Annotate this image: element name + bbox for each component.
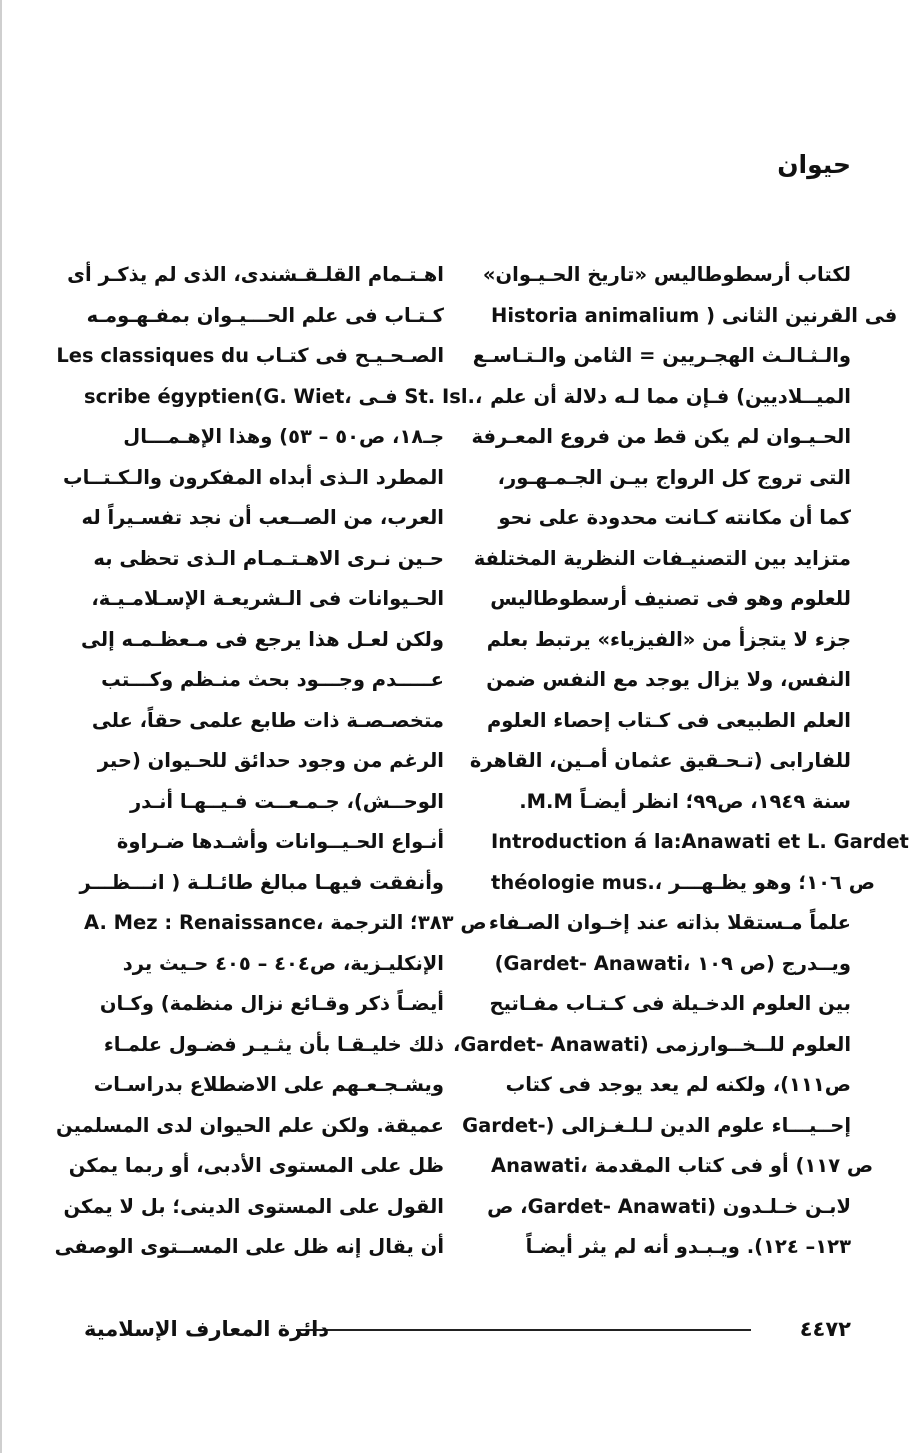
text-line: لكتاب أرسطوطاليس «تاريخ الحـيـوان» [482, 263, 851, 286]
text-line: العلم الطبيعى فى كـتاب إحصاء العلوم [487, 708, 851, 732]
text-line: scribe égyptien(G. Wiet، فـى St. Isl.، [84, 384, 483, 408]
text-line: جـ١٨، ص٥٠ – ٥٣) وهذا الإهـمـــال [123, 425, 444, 448]
page-edge-line [0, 0, 2, 1453]
text-line: ولكن لعـل هذا يرجع فى مـعظـمـه إلى [81, 627, 444, 651]
text-line: للفارابى (تـحـقيق عثمان أمـين، القاهرة [469, 749, 851, 772]
text-line: كما أن مكانته كـانت محدودة على نحو [498, 506, 851, 529]
text-line: أيضـاً ذكر وقـائع نزال منظمة) وكـان [99, 992, 444, 1015]
text-line: الحـيـوان لم يكن قط من فروع المعـرفة [471, 425, 851, 448]
text-line: الوحــش)، جـمـعــت فـيــهـا أنـدر [129, 789, 444, 813]
text-line: الحـيوانات فى الـشريعـة الإسـلامـيـة، [91, 587, 444, 610]
text-line: ص١١١)، ولكنه لم يعد يوجد فى كتاب [505, 1073, 851, 1096]
text-line: أنـواع الحـيــوانات وأشـدها ضـراوة [116, 830, 444, 853]
text-line: القول على المستوى الدينى؛ بل لا يمكن [63, 1194, 444, 1218]
text-line: العلوم للــخــوارزمى (Gardet- Anawati، [452, 1032, 851, 1056]
text-line: كـتـاب فى علم الحـــيـوان بمفـهـومـه [86, 303, 444, 327]
text-line: ذلك خليـقـا بأن يثـيـر فضـول علمـاء [103, 1032, 444, 1056]
text-line: المطرد الـذى أبداه المفكرون والـكـتــاب [63, 465, 444, 489]
running-head: حيوان [777, 150, 851, 179]
footer-rule [296, 1329, 751, 1331]
text-line: بين العلوم الدخـيلة فى كـتـاب مفـاتيح [489, 992, 851, 1015]
text-line: حـين نـرى الاهـتـمـام الـذى تحظى به [93, 546, 444, 570]
text-line: عميقة. ولكن علم الحيوان لدى المسلمين [56, 1113, 444, 1137]
text-line: A. Mez : Renaissance، ص ٣٨٣؛ الترجمة [84, 911, 487, 934]
text-line: متخصـصـة ذات طابع علمى حقاً، على [91, 708, 444, 732]
text-line: وأنفقت فيهـا مبالغ طائـلـة ( انـــظـــر [79, 870, 444, 894]
text-line: النفس، ولا يزال يوجد مع النفس ضمن [486, 668, 851, 691]
text-line: سنة ١٩٤٩، ص٩٩؛ انظر أيضـاً M.M. [519, 789, 851, 813]
text-line: التى تروج كل الرواج بيـن الجـمـهـور، [497, 465, 851, 489]
text-line: (Gardet- Anawati، ص ١٠٩) ويــدرج [494, 951, 851, 975]
text-line: للعلوم وهو فى تصنيف أرسطوطاليس [490, 587, 851, 610]
text-line: والـثـالـث الهجـريين = الثامن والـتـاسـع [472, 344, 851, 367]
text-line: théologie mus.، ص ١٠٦؛ وهو يظـهـــر [491, 870, 875, 894]
text-line: Anawati، ص ١١٧) أو فى كتاب المقدمة [491, 1154, 874, 1177]
text-line: Introduction á la:Anawati et L. Gardet [491, 830, 909, 853]
page-number: ٤٤٧٢ [799, 1317, 851, 1341]
text-line: Historia animalium ) فى القرنين الثانى [491, 303, 898, 327]
text-line: إحــيـــاء علوم الدين لـلـغـزالى (-Gardet [462, 1113, 851, 1137]
text-line: ويشـجـعـهم على الاضطلاع بدراسـات [93, 1073, 444, 1096]
text-line: متزايد بين التصنيـفات النظرية المختلفة [473, 546, 851, 570]
text-line: ١٢٣– ١٢٤). ويـبـدو أنه لم يثر أيضـاً [525, 1235, 851, 1258]
publication-title: دائرة المعارف الإسلامية [84, 1317, 330, 1341]
text-line: العرب، من الصــعب أن نجد تفسـيراً له [81, 506, 444, 529]
right-text-column [452, 255, 909, 1268]
text-line: علماً مـستقلا بذاته عند إخـوان الصـفاء [488, 911, 851, 934]
text-line: اهـتـمام القلـقـشندى، الذى لم يذكـر أى [67, 263, 444, 286]
left-text-column [54, 255, 487, 1268]
text-line: الميــلاديين) فـإن مما لـه دلالة أن علم [490, 384, 851, 408]
text-line: الإنكليـزية، ص٤٠٤ – ٤٠٥ حـيث يرد [122, 951, 444, 975]
text-line: الصـحـيـح فى كتـاب Les classiques du [56, 344, 444, 367]
text-line: عـــــدم وجـــود بحث منـظم وكـــتب [101, 668, 444, 691]
text-line: الرغم من وجود حدائق للحـيوان (حير [97, 749, 444, 772]
text-line: لابـن خـلـدون (Gardet- Anawati، ص [487, 1194, 851, 1218]
page-footer [84, 1314, 851, 1344]
text-line: ظل على المستوى الأدبى، أو ربما يمكن [68, 1154, 444, 1177]
text-line: جزء لا يتجزأ من «الفيزياء» يرتبط بعلم [486, 627, 851, 651]
text-line: أن يقال إنه ظل على المســتوى الوصفى [54, 1235, 444, 1258]
